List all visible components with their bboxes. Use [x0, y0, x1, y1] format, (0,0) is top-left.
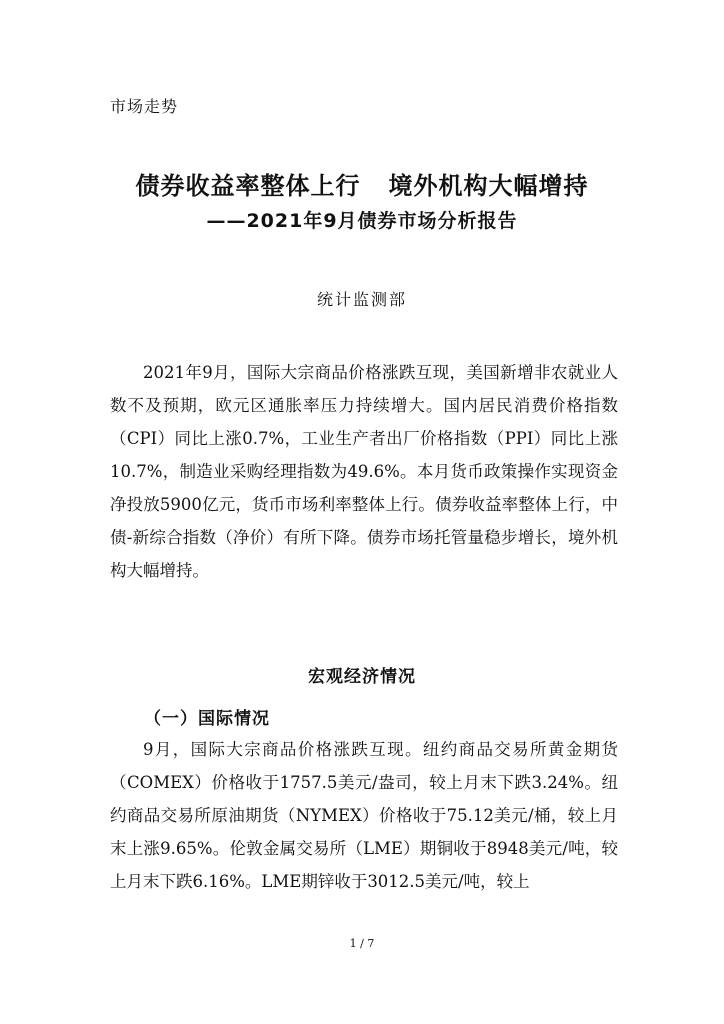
page-title	[0, 166, 724, 201]
intro-paragraph: 2021年9月，国际大宗商品价格涨跌互现，美国新增非农就业人数不及预期，欧元区通胀率压力持续增大。国内居民消费价格指数（CPI）同比上涨0.7%，工业生产者出厂价格指数（PPI）同比上涨10.7%，制造业采购经理指数为49.6%。本月货币政策操作实现资金净投放5900亿元，货币市场利率整体上行。债券收益率整体上行，中债-新综合指数（净价）有所下降。债券市场托管量稳步增长，境外机构大幅增持。	[110, 363, 618, 580]
section-heading: 宏观经济情况	[308, 667, 416, 687]
page-subtitle: ——2021年9月债券市场分析报告	[206, 210, 518, 232]
subsection-heading: （一）国际情况	[144, 709, 270, 729]
page-number: 1 / 7	[349, 937, 375, 950]
title-part-1: 债券收益率整体上行	[135, 172, 361, 200]
international-paragraph: 9月，国际大宗商品价格涨跌互现。纽约商品交易所黄金期货（COMEX）价格收于1757.5美元/盎司，较上月末下跌3.24%。纽约商品交易所原油期货（NYMEX）价格收于75.12美元/桶，较上月末上涨9.65%。伦敦金属交易所（LME）期铜收于8948美元/吨，较上月末下跌6.16%。LME期锌收于3012.5美元/吨，较上	[110, 740, 618, 891]
department-label: 统计监测部	[316, 290, 407, 309]
title-part-2: 境外机构大幅增持	[388, 172, 589, 200]
category-label: 市场走势	[110, 97, 179, 116]
